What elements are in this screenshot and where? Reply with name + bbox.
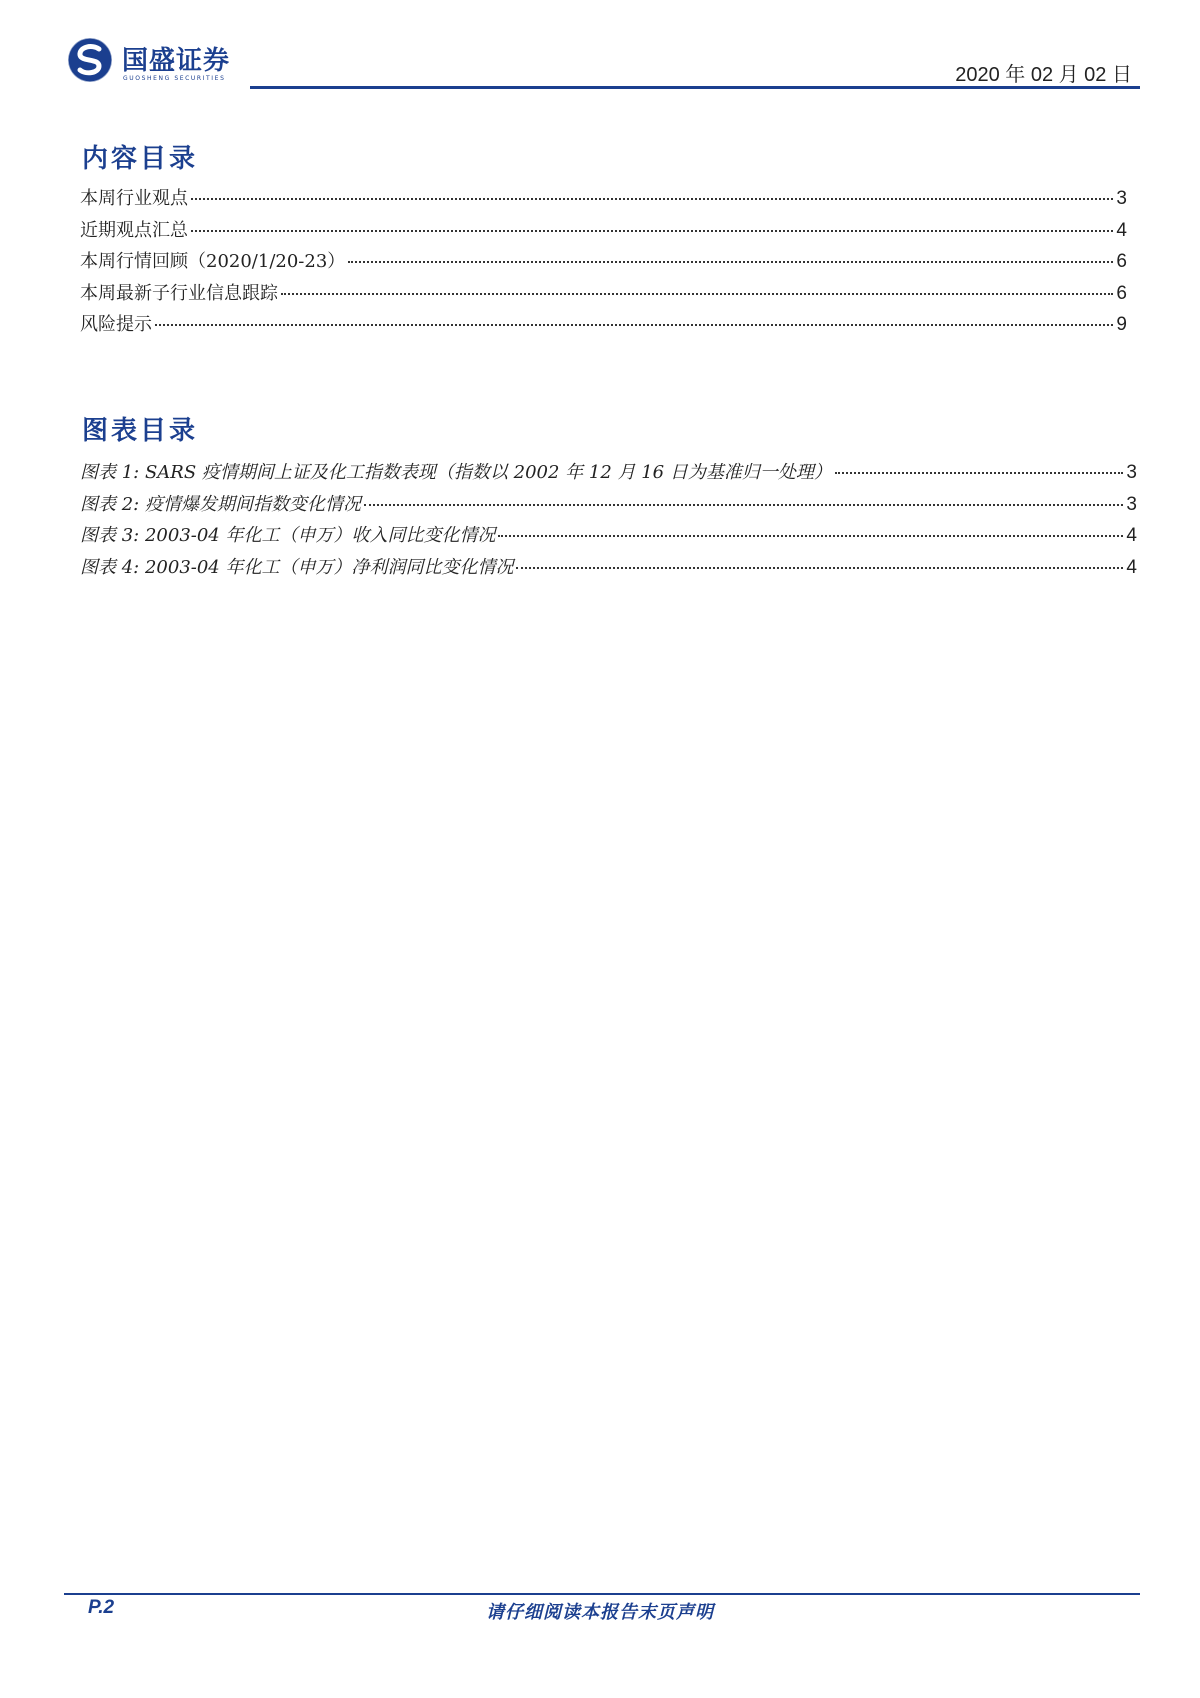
contents-item-page: 4 — [1116, 219, 1127, 241]
dot-leader — [498, 535, 1123, 537]
figure-item[interactable] — [80, 553, 1137, 585]
figure-item-label: 图表 1: SARS 疫情期间上证及化工指数表现（指数以 2002 年 12 月 16 日为基准归一处理） — [80, 462, 832, 483]
figures-title: 图表目录 — [82, 416, 199, 446]
figure-item-page: 4 — [1126, 525, 1137, 546]
figure-item[interactable] — [80, 521, 1137, 553]
footer-disclaimer: 请仔细阅读本报告末页声明 — [486, 1602, 714, 1623]
figures-list — [80, 458, 1137, 584]
figure-item-label: 图表 4: 2003-04 年化工（申万）净利润同比变化情况 — [80, 556, 514, 578]
dot-leader — [155, 324, 1113, 326]
contents-item-page: 6 — [1116, 282, 1127, 304]
figure-item-label: 图表 3: 2003-04 年化工（申万）收入同比变化情况 — [80, 525, 496, 546]
brand-subtitle: GUOSHENG SECURITIES — [123, 75, 226, 82]
dot-leader — [364, 504, 1123, 506]
dot-leader — [348, 261, 1113, 263]
header-divider — [250, 86, 1140, 89]
contents-list — [80, 184, 1127, 342]
figure-item[interactable] — [80, 458, 1137, 490]
contents-item-label: 风险提示 — [80, 314, 152, 335]
contents-item[interactable] — [80, 216, 1127, 248]
contents-item-label: 本周最新子行业信息跟踪 — [80, 282, 278, 304]
figure-item-page: 3 — [1126, 493, 1137, 515]
contents-item-label: 本周行情回顾（2020/1/20-23） — [80, 251, 346, 272]
figure-item-page: 4 — [1126, 556, 1137, 578]
dot-leader — [281, 293, 1113, 295]
dot-leader — [516, 567, 1123, 569]
figure-item[interactable] — [80, 490, 1137, 522]
contents-item[interactable] — [80, 184, 1127, 216]
report-date: 2020 年 02 月 02 日 — [955, 64, 1132, 86]
dot-leader — [191, 230, 1113, 232]
figure-item-label: 图表 2: 疫情爆发期间指数变化情况 — [80, 493, 361, 515]
footer-page-number: P.2 — [88, 1597, 115, 1618]
brand-logo — [66, 36, 256, 88]
contents-item[interactable] — [80, 310, 1127, 342]
contents-item[interactable] — [80, 279, 1127, 311]
figure-item-page: 3 — [1126, 462, 1137, 483]
dot-leader — [191, 198, 1113, 200]
contents-item-page: 3 — [1116, 188, 1127, 209]
contents-item-page: 9 — [1116, 314, 1127, 335]
contents-item-label: 近期观点汇总 — [80, 219, 188, 241]
contents-item[interactable] — [80, 247, 1127, 279]
footer-divider — [64, 1593, 1140, 1595]
brand-name: 国盛证券 — [122, 46, 231, 76]
brand-logo-icon — [66, 36, 114, 84]
page-header — [60, 32, 1140, 90]
contents-item-page: 6 — [1116, 251, 1127, 272]
dot-leader — [835, 472, 1124, 474]
contents-title: 内容目录 — [82, 144, 199, 174]
contents-item-label: 本周行业观点 — [80, 188, 188, 209]
